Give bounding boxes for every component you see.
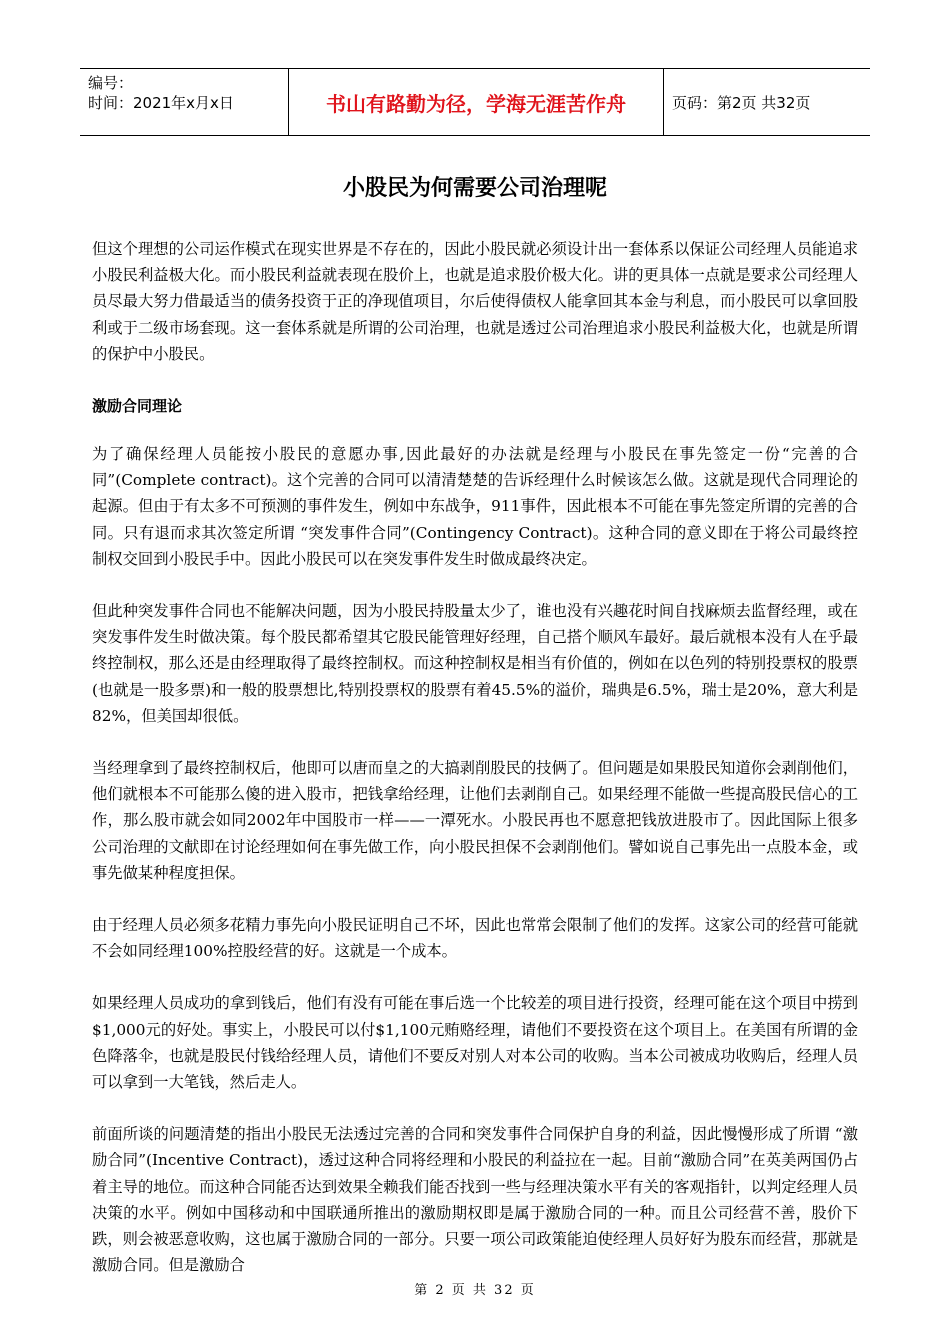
header-page-info: 页码：第2页 共32页 xyxy=(664,69,871,136)
header-motto: 书山有路勤为径，学海无涯苦作舟 xyxy=(289,69,664,136)
section-heading: 激励合同理论 xyxy=(92,397,183,416)
paragraph-5: 由于经理人员必须多花精力事先向小股民证明自己不坏，因此也常常会限制了他们的发挥。这家公司的经营可能就不会如同经理100%控股经营的好。这就是一个成本。 xyxy=(92,916,858,961)
paragraph-7: 前面所谈的问题清楚的指出小股民无法透过完善的合同和突发事件合同保护自身的利益，因此慢慢形成了所谓 “激励合同”(Incentive Contract)，透过这种合同将经理和小股民的利益拉在一起。目前“激励合同”在英美两国仍占着主导的地位。而这种合同能否达到效果全赖我们能否找到一些与经理决策水平有关的客观指针，以判定经理人员决策的水平。例如中国移动和中国联通所推出的激励期权即是属于激励合同的一种。而且公司经营不善，股价下跌，则会被恶意收购，这也属于激励合同的一部分。只要一项公司政策能迫使经理人员好好为股东而经营，那就是激励合同。但是激励合 xyxy=(92,1125,858,1275)
document-date: 时间：2021年x月x日 xyxy=(88,94,234,112)
paragraph-6: 如果经理人员成功的拿到钱后，他们有没有可能在事后选一个比较差的项目进行投资，经理可能在这个项目中捞到$1,000元的好处。事实上，小股民可以付$1,100元贿赂经理，请他们不要投资在这个项目上。在美国有所谓的金色降落伞，也就是股民付钱给经理人员，请他们不要反对别人对本公司的收购。当本公司被成功收购后，经理人员可以拿到一大笔钱，然后走人。 xyxy=(92,994,858,1092)
paragraph-4: 当经理拿到了最终控制权后，他即可以唐而皇之的大搞剥削股民的技俩了。但问题是如果股民知道你会剥削他们，他们就根本不可能那么傻的进入股市，把钱拿给经理，让他们去剥削自己。如果经理不能做一些提高股民信心的工作，那么股市就会如同2002年中国股市一样——一潭死水。小股民再也不愿意把钱放进股市了。因此国际上很多公司治理的文献即在讨论经理如何在事先做工作，向小股民担保不会剥削他们。譬如说自己事先出一点股本金，或事先做某种程度担保。 xyxy=(92,759,858,882)
paragraph-3: 但此种突发事件合同也不能解决问题，因为小股民持股量太少了，谁也没有兴趣花时间自找麻烦去监督经理，或在突发事件发生时做决策。每个股民都希望其它股民能管理好经理，自己搭个顺风车最好。最后就根本没有人在乎最终控制权，那么还是由经理取得了最终控制权。而这种控制权是相当有价值的，例如在以色列的特别投票权的股票(也就是一股多票)和一般的股票想比,特别投票权的股票有着45.5%的溢价，瑞典是6.5%，瑞士是20%，意大利是82%，但美国却很低。 xyxy=(92,602,858,725)
document-body xyxy=(92,236,858,1305)
header-meta-cell xyxy=(80,69,289,136)
document-title: 小股民为何需要公司治理呢 xyxy=(342,176,607,201)
page-footer: 第 2 页 共 32 页 xyxy=(414,1283,536,1298)
document-header xyxy=(80,68,870,136)
paragraph-1: 但这个理想的公司运作模式在现实世界是不存在的，因此小股民就必须设计出一套体系以保证公司经理人员能追求小股民利益极大化。而小股民利益就表现在股价上，也就是追求股价极大化。讲的更具体一点就是要求公司经理人员尽最大努力借最适当的债务投资于正的净现值项目，尔后使得债权人能拿回其本金与利息，而小股民可以拿回股利或于二级市场套现。这一套体系就是所谓的公司治理，也就是透过公司治理追求小股民利益极大化，也就是所谓的保护中小股民。 xyxy=(92,240,858,363)
paragraph-2: 为了确保经理人员能按小股民的意愿办事,因此最好的办法就是经理与小股民在事先签定一份“完善的合同”(Complete contract)。这个完善的合同可以清清楚楚的告诉经理什么时候该怎么做。这就是现代合同理论的起源。但由于有太多不可预测的事件发生，例如中东战争，911事件，因此根本不可能在事先签定所谓的完善的合同。只有退而求其次签定所谓 “突发事件合同”(Contingency Contract)。这种合同的意义即在于将公司最终控制权交回到小股民手中。因此小股民可以在突发事件发生时做成最终决定。 xyxy=(92,445,858,568)
document-number-label: 编号： xyxy=(88,74,134,92)
